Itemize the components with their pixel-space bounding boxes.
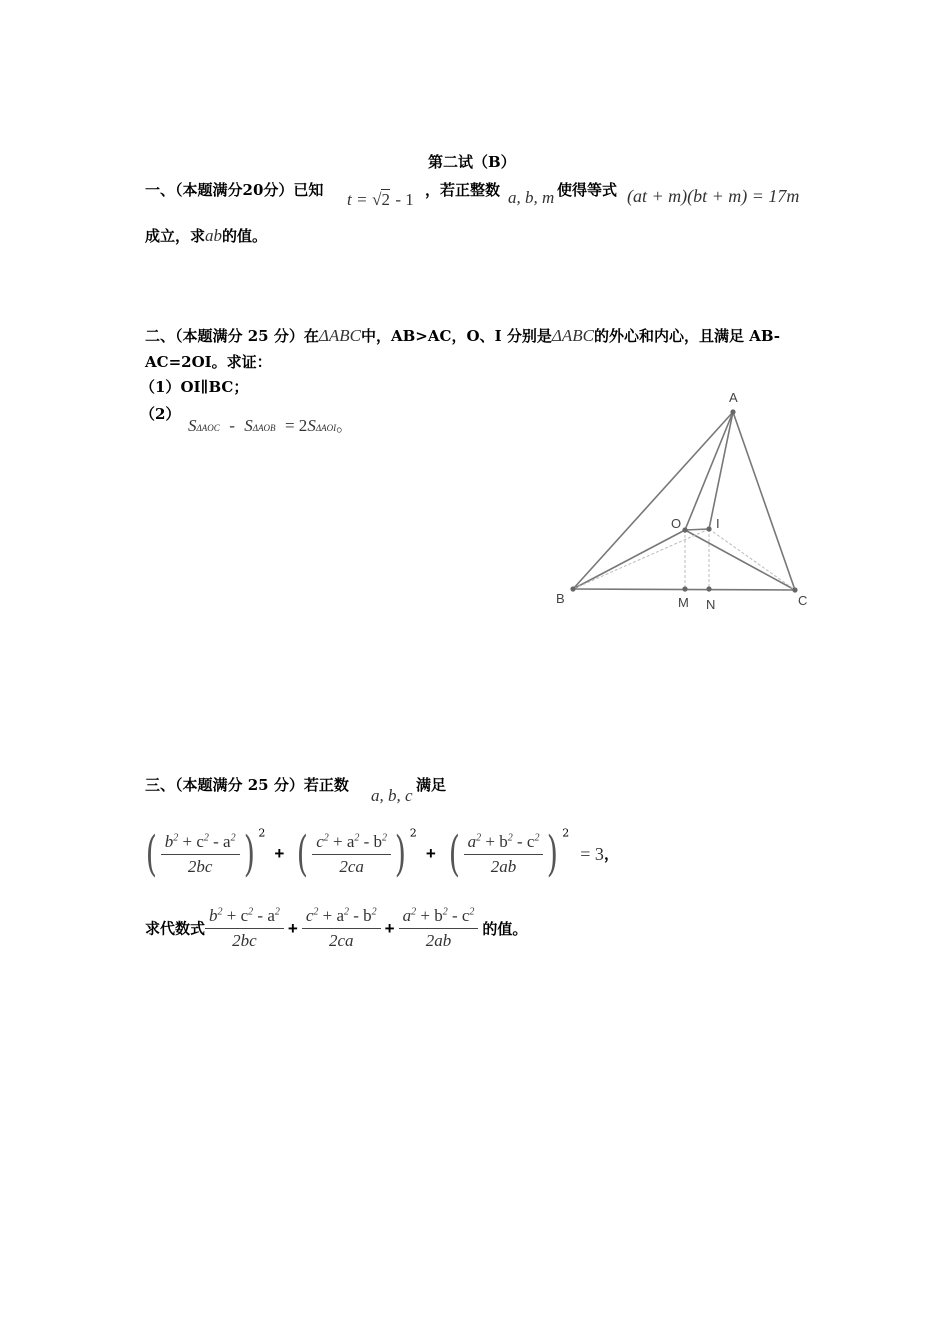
q2-line2 — [145, 352, 272, 372]
q2-line1-e: O — [466, 327, 480, 345]
segment-ic — [709, 529, 795, 590]
q2-line1-d: ， — [451, 327, 467, 345]
q2-line1-f: 、 — [479, 327, 495, 345]
label-i: I — [716, 516, 720, 531]
q1-line2-b: 的值。 — [222, 227, 268, 245]
q3-f3-c-exp: 2 — [469, 906, 475, 918]
q3-sq-f1-den: 2bc — [187, 856, 213, 876]
q3-f2-c-exp: 2 — [371, 906, 377, 918]
q3-sq-f2-c: - b — [363, 831, 383, 851]
q3-frac3 — [399, 906, 479, 951]
point-m — [682, 586, 687, 591]
q3-sq-f3-a: a — [467, 831, 477, 851]
q3-sq-f3-c: - c — [516, 831, 535, 851]
q2-tri2: ΔABC — [551, 326, 594, 345]
q2-tri1: ΔABC — [318, 326, 361, 345]
q1-suffix1: 分）已知 — [263, 181, 324, 199]
q3-sq-f3-a-exp: 2 — [476, 831, 482, 843]
q1-t-eq: = — [357, 190, 367, 209]
q3-score: 25 — [247, 776, 269, 794]
q1-line2-a: 成立，求 — [145, 227, 206, 245]
q1-t-minus: - 1 — [395, 190, 414, 209]
q3-sq-f2-c-exp: 2 — [382, 831, 388, 843]
q2-part1 — [140, 377, 248, 397]
edge-ab — [573, 412, 733, 589]
q3-sq-f1-b-exp: 2 — [203, 831, 209, 843]
point-o — [682, 527, 687, 532]
q3-f1-a-exp: 2 — [217, 906, 223, 918]
q2-part2-label: （2） — [140, 405, 181, 423]
q3-satisfy: 满足 — [416, 776, 447, 794]
q3-sq-f3-den: 2ab — [490, 856, 517, 876]
q3-f3-a-exp: 2 — [411, 906, 417, 918]
segment-oi — [685, 529, 709, 530]
label-c: C — [798, 593, 808, 608]
q3-f2-a-exp: 2 — [313, 906, 319, 918]
label-o: O — [671, 516, 682, 531]
q3-sq-plus1: + — [274, 844, 285, 863]
q3-eq-rhs: = 3 — [580, 843, 604, 864]
q2-minus: - — [229, 416, 235, 435]
edge-ac — [733, 412, 795, 590]
q3-equation — [142, 826, 619, 882]
q3-f1-a: b — [209, 906, 218, 925]
q2-line2-b: 。求证： — [211, 353, 272, 371]
q3-f3-c: - c — [451, 906, 470, 925]
label-m: M — [678, 595, 689, 610]
q1-ab: ab — [205, 226, 223, 245]
q2-line1-a: 分）在 — [273, 327, 319, 345]
q3-ask — [145, 906, 527, 951]
q2-part2-formula — [188, 411, 353, 436]
q1-score: 20 — [242, 181, 264, 199]
q3-sq-frac2 — [312, 832, 391, 877]
q3-sq-f1-a-exp: 2 — [173, 831, 179, 843]
paren-close-3: ) — [547, 826, 559, 882]
q1-mid2: 使得等式 — [557, 181, 618, 199]
q1-mid: ，若正整数 — [425, 181, 501, 199]
segment-ib — [573, 529, 709, 589]
q3-f2-den: 2ca — [328, 931, 354, 950]
q3-sq-exp2: 2 — [409, 826, 417, 840]
q3-plus2: + — [384, 918, 395, 938]
point-a — [730, 409, 735, 414]
q3-f1-den: 2bc — [232, 931, 257, 950]
paren-open-2: ( — [297, 826, 309, 882]
segment-ob — [573, 530, 685, 589]
q3-f3-den: 2ab — [425, 931, 452, 950]
q2-end: 。 — [336, 416, 354, 435]
q1-line1 — [145, 180, 323, 200]
q3-sq-f3-b-exp: 2 — [507, 831, 513, 843]
q3-frac1 — [205, 906, 284, 951]
q2-s1-sub: ΔAOC — [196, 423, 220, 433]
q3-sq-f2-b: + a — [332, 831, 355, 851]
point-c — [792, 587, 797, 592]
q2-s1: S — [188, 416, 197, 435]
q3-eq-end: ， — [603, 845, 619, 863]
q1-t-var: t — [347, 190, 352, 209]
label-b: B — [556, 591, 565, 606]
q2-line2-a: AC=2OI — [145, 353, 212, 371]
q3-suffix: 分）若正数 — [273, 776, 349, 794]
q3-f1-b: + c — [226, 906, 249, 925]
q3-f2-b-exp: 2 — [344, 906, 349, 918]
point-i — [706, 526, 711, 531]
sqrt-icon: √2 — [372, 190, 390, 209]
q2-s3: S — [307, 416, 316, 435]
q1-t-sqrt-arg: 2 — [381, 190, 390, 209]
paren-close-1: ) — [243, 826, 255, 882]
q2-line1-h: 分别是 — [506, 327, 552, 345]
paren-open-1: ( — [145, 826, 157, 882]
q3-sq-f1-c: - a — [213, 831, 231, 851]
q3-sq-frac1 — [161, 832, 240, 877]
q2-score: 25 — [247, 327, 269, 345]
q2-line1-c: AB>AC — [390, 327, 452, 345]
q3-f1-b-exp: 2 — [248, 906, 254, 918]
segment-oc — [685, 530, 795, 590]
q3-f2-c: - b — [353, 906, 372, 925]
q3-sq-f2-a-exp: 2 — [323, 831, 329, 843]
q3-vars: a, b, c — [371, 786, 413, 805]
q2-line1-g: I — [494, 327, 502, 345]
q3-f1-c: - a — [257, 906, 275, 925]
q3-frac2 — [302, 906, 381, 951]
segment-ao — [685, 412, 733, 530]
label-a: A — [729, 390, 738, 405]
paren-open-3: ( — [448, 826, 460, 882]
q2-s2-sub: ΔAOB — [252, 423, 276, 433]
q2-line1-b: 中， — [360, 327, 391, 345]
q1-line2 — [145, 226, 267, 246]
q3-ask-a: 求代数式 — [145, 919, 206, 938]
q3-sq-f1-c-exp: 2 — [230, 831, 236, 843]
q3-sq-f2-den: 2ca — [339, 856, 364, 876]
paren-close-2: ) — [394, 826, 407, 882]
q3-sq-frac3 — [464, 832, 544, 877]
point-b — [570, 586, 575, 591]
q3-f3-b-exp: 2 — [442, 906, 448, 918]
q2-part1-text: OI∥BC； — [180, 378, 249, 396]
q1-vars: a, b, m — [508, 188, 555, 207]
q3-ask-b: 的值。 — [482, 919, 528, 938]
q3-prefix: 三、（本题满分 — [145, 776, 243, 794]
q2-prefix: 二、（本题满分 — [145, 327, 243, 345]
q3-f1-c-exp: 2 — [274, 906, 280, 918]
q2-line1-i: 的外心和内心，且满足 — [593, 327, 744, 345]
segment-ai — [709, 412, 733, 529]
q3-sq-f1-b: + c — [182, 831, 204, 851]
q3-sq-exp3: 2 — [562, 826, 570, 840]
q3-line1 — [145, 775, 349, 795]
q3-f2-a: c — [305, 906, 314, 925]
q3-f3-a: a — [402, 906, 412, 925]
point-n — [706, 586, 711, 591]
q3-f3-b: + b — [420, 906, 443, 925]
q1-prefix: 一、（本题满分 — [145, 181, 243, 199]
q2-eq: = 2 — [284, 416, 308, 435]
q3-plus1: + — [287, 918, 298, 938]
q3-sq-exp1: 2 — [258, 826, 266, 840]
page-title: 第二试（B） — [428, 153, 516, 171]
q3-f2-b: + a — [322, 906, 344, 925]
q1-equation: (at + m)(bt + m) = 17m — [627, 186, 800, 206]
label-n: N — [706, 597, 716, 612]
q3-sq-f1-a: b — [164, 831, 174, 851]
q3-sq-plus2: + — [425, 844, 436, 863]
q3-sq-f2-a: c — [316, 831, 324, 851]
q2-part1-label: （1） — [140, 378, 181, 396]
q3-sq-f3-c-exp: 2 — [534, 831, 540, 843]
q2-s2: S — [244, 416, 253, 435]
q2-s3-sub: ΔAOI — [315, 423, 337, 433]
q2-line1 — [145, 326, 780, 346]
triangle-figure — [540, 385, 830, 615]
q1-t-expression — [347, 190, 414, 210]
q2-line1-j: AB- — [749, 327, 781, 345]
q3-sq-f2-b-exp: 2 — [354, 831, 360, 843]
q3-sq-f3-b: + b — [485, 831, 508, 851]
